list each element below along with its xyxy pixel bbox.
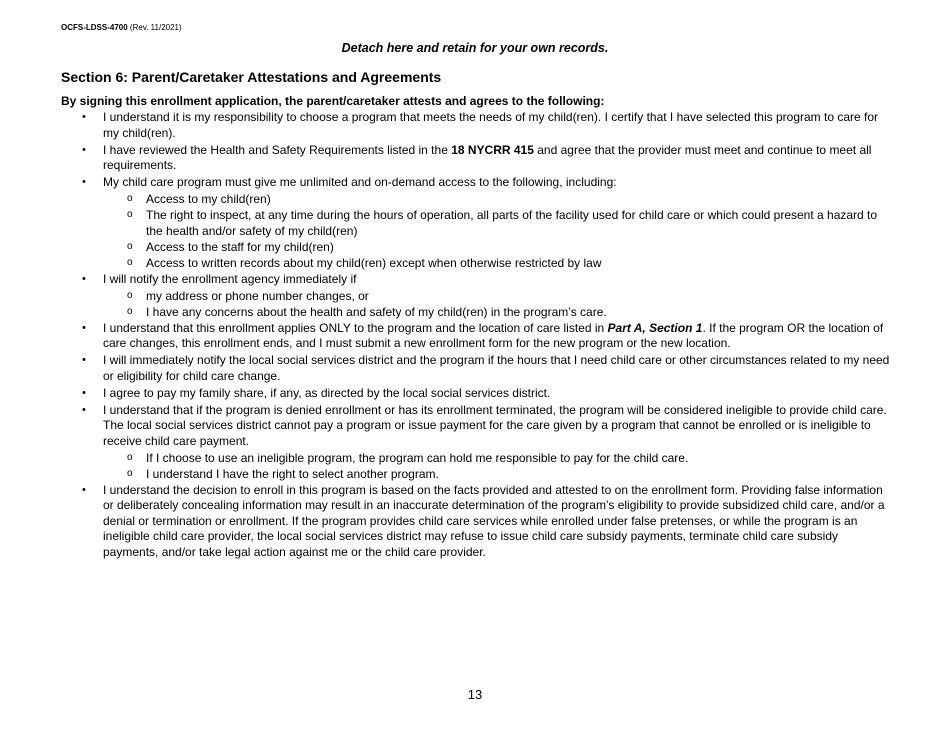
sub-bullet-marker: o (127, 256, 133, 268)
attestation-text: My child care program must give me unlimited and on-demand access to the following, including: (103, 175, 617, 189)
attestation-text: I understand it is my responsibility to choose a program that meets the needs of my child(ren). I certify that I have selected this program to care for my child(ren). (103, 110, 879, 140)
sub-item (61, 256, 891, 272)
sub-bullet-marker: o (127, 305, 133, 317)
attestation-item (61, 321, 891, 352)
sub-item (61, 467, 891, 483)
attestation-item (61, 483, 891, 561)
sub-bullet-marker: o (127, 451, 133, 463)
bullet-marker: • (82, 386, 86, 399)
sub-item (61, 305, 891, 321)
sub-item-text: The right to inspect, at any time during the hours of operation, all parts of the facility used for child care or which could present a hazard to the health and/or safety of my child(ren) (146, 208, 878, 238)
attestation-text: I understand that this enrollment applies ONLY to the program and the location of care listed in (103, 320, 608, 335)
bullet-marker: • (82, 176, 86, 188)
bullet-marker: • (82, 272, 86, 285)
attestation-item (61, 386, 891, 402)
attestation-item (61, 403, 891, 450)
sub-item (61, 192, 891, 208)
section-title: Section 6: Parent/Caretaker Attestations and Agreements (61, 69, 442, 85)
bullet-marker: • (82, 143, 86, 156)
sub-bullet-marker: o (127, 240, 133, 252)
regulation-reference: 18 NYCRR 415 (451, 142, 534, 157)
attestation-text: I understand that if the program is denied enrollment or has its enrollment terminated, the program will be considered ineligible to provide child care. The local social services district cannot pay a program or issue payment for the care given by a program that cannot be enrolled or is ineligible to receive child care payment. (103, 402, 887, 448)
attestation-text: and agree that the provider must meet and continue to meet all requirements. (103, 142, 872, 172)
attestation-item (61, 272, 891, 288)
attestation-list (61, 110, 891, 562)
bullet-marker: • (82, 354, 86, 366)
sub-bullet-marker: o (127, 209, 133, 220)
attestation-text: . If the program OR the location of care changes, this enrollment ends, and I must submit a new enrollment form for the new program or the new location. (103, 320, 884, 350)
sub-item-text: I understand I have the right to select another program. (146, 466, 439, 481)
form-revision: (Rev. 11/2021) (129, 23, 182, 32)
form-code: OCFS-LDSS-4700 (61, 23, 128, 32)
sub-item-text: Access to my child(ren) (146, 192, 271, 206)
sub-item-text: Access to the staff for my child(ren) (146, 239, 334, 254)
form-identifier (61, 23, 182, 32)
sub-item (61, 451, 891, 467)
attestation-text: I have reviewed the Health and Safety Requirements listed in the (103, 142, 452, 157)
page-number: 13 (467, 687, 483, 702)
attestation-text: I will notify the enrollment agency immediately if (103, 271, 357, 286)
sub-item-text: Access to written records about my child(ren) except when otherwise restricted by law (146, 255, 602, 270)
sub-item (61, 289, 891, 305)
sub-item-text: my address or phone number changes, or (146, 288, 369, 303)
bullet-marker: • (82, 483, 86, 496)
sub-bullet-marker: o (127, 193, 133, 204)
attestation-item (61, 110, 891, 141)
detach-notice: Detach here and retain for your own records. (341, 41, 609, 55)
attestation-text: I agree to pay my family share, if any, as directed by the local social services district. (103, 385, 551, 400)
attestation-text: I understand the decision to enroll in this program is based on the facts provided and attested to on the enrollment form. Providing false information or deliberately concealing information may result in an inaccurate determination of the program’s eligibility to provide subsidized child care, and/or a denial or termination or enrollment. If the program provides child care services while enrolled under false pretenses, or while the program is an ineligible child care provider, the local social services district may refuse to issue child care subsidy payments, terminate child care subsidy payments, and/or take legal action against me or the child care provider. (103, 482, 885, 559)
bullet-marker: • (82, 111, 86, 123)
attestation-item (61, 175, 891, 191)
sub-item (61, 240, 891, 256)
sub-item (61, 208, 891, 239)
section-intro: By signing this enrollment application, the parent/caretaker attests and agrees to the following: (61, 94, 605, 108)
sub-item-text: If I choose to use an ineligible program, the program can hold me responsible to pay for the child care. (146, 450, 689, 465)
sub-item-text: I have any concerns about the health and safety of my child(ren) in the program’s care. (146, 304, 607, 319)
bullet-marker: • (82, 403, 86, 416)
bullet-marker: • (82, 321, 86, 334)
form-section-reference: Part A, Section 1 (607, 320, 703, 335)
attestation-item (61, 143, 891, 174)
attestation-item (61, 353, 891, 384)
attestation-text: I will immediately notify the local social services district and the program if the hours that I need child care or other circumstances related to my need or eligibility for child care change. (103, 353, 890, 383)
sub-bullet-marker: o (127, 289, 133, 301)
sub-bullet-marker: o (127, 467, 133, 479)
